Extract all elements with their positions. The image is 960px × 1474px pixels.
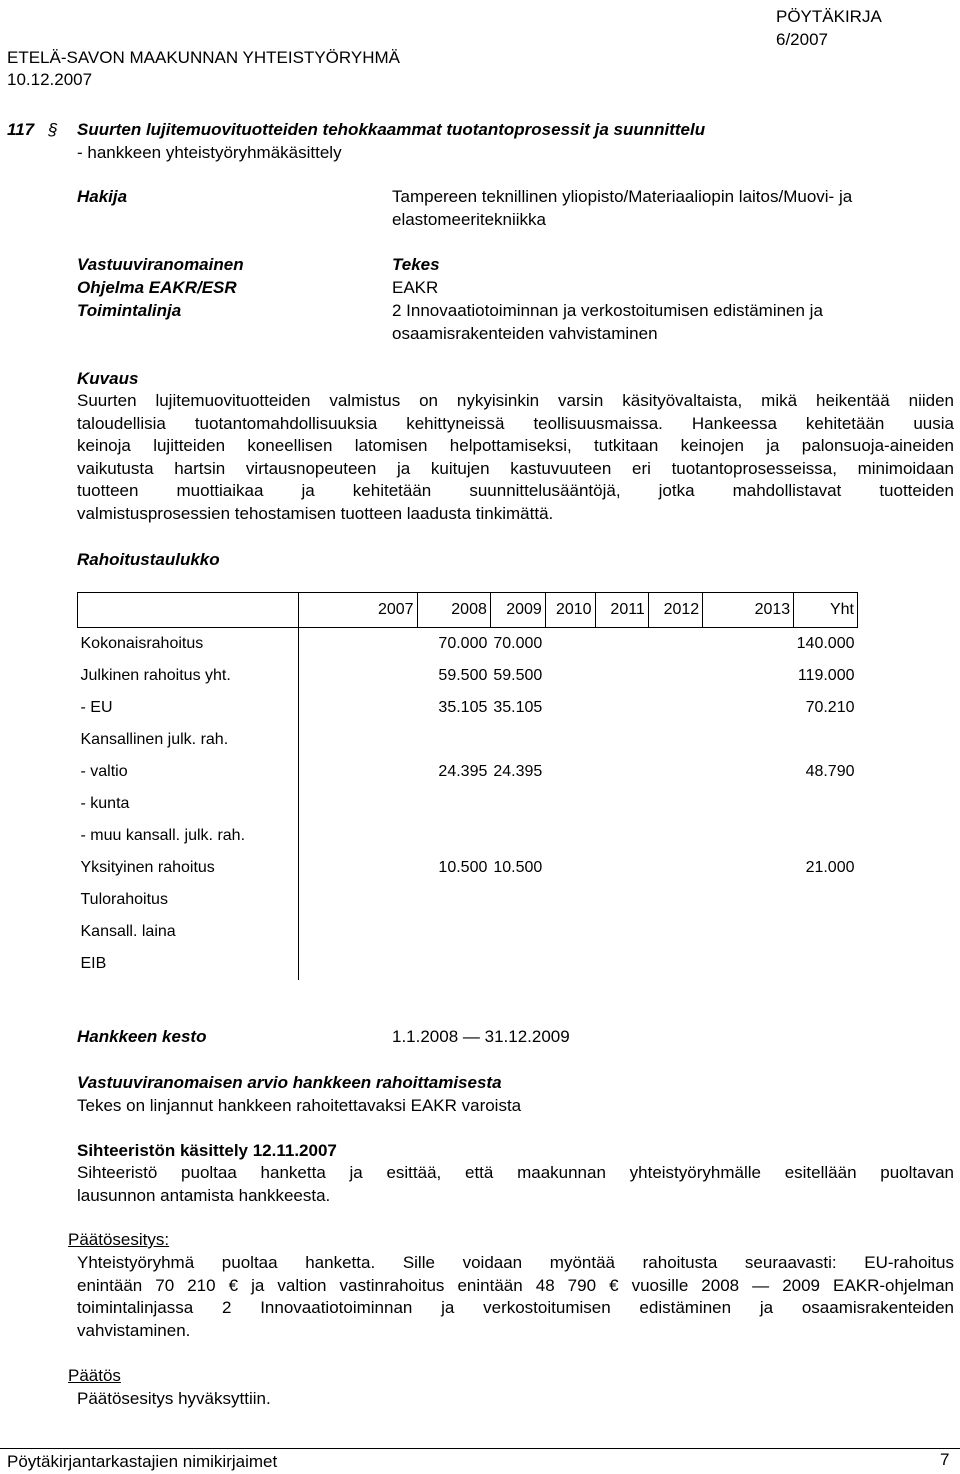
- footer-divider: [0, 1448, 960, 1449]
- authority-assessment-text: Tekes on linjannut hankkeen rahoitettavaksi EAKR varoista: [77, 1096, 522, 1115]
- funding-value-cell: [349, 692, 417, 724]
- funding-year-header: Yht: [794, 593, 858, 628]
- proposal-line: Yhteistyöryhmä puoltaa hanketta. Sille voidaan myöntää rahoitusta seuraavasti: EU-rahoitus: [77, 1253, 954, 1272]
- applicant-value-line2: elastomeeritekniikka: [392, 210, 547, 229]
- funding-value-cell: [545, 628, 595, 661]
- funding-value-cell: [349, 948, 417, 980]
- funding-value-cell: [648, 884, 702, 916]
- funding-row-label: - kunta: [78, 788, 299, 820]
- funding-value-cell: [703, 948, 794, 980]
- funding-value-cell: [648, 820, 702, 852]
- funding-value-cell: [545, 820, 595, 852]
- program-value: EAKR: [392, 278, 439, 297]
- funding-year-header: 2012: [648, 593, 702, 628]
- funding-value-cell: [595, 820, 648, 852]
- funding-value-cell: [349, 820, 417, 852]
- authority-label: Vastuuviranomainen: [77, 255, 244, 274]
- organization-name: ETELÄ-SAVON MAAKUNNAN YHTEISTYÖRYHMÄ: [7, 48, 400, 67]
- funding-value-cell: [794, 948, 858, 980]
- funding-year-header: 2011: [595, 593, 648, 628]
- funding-value-cell: 35.105: [493, 699, 543, 716]
- funding-value-cell: [794, 788, 858, 820]
- funding-value-cell: [703, 628, 794, 661]
- secretariat-line: Sihteeristö puoltaa hanketta ja esittää, että maakunnan yhteistyöryhmälle esitellään puoltavan: [77, 1163, 954, 1182]
- proposal-line: enintään 70 210 € ja valtion vastinrahoitus enintään 48 790 € vuosille 2008 — 2009 EAKR-ohjelman: [77, 1275, 954, 1295]
- funding-row: [78, 852, 858, 884]
- funding-value-cell: [349, 788, 417, 820]
- decision-label: Päätös: [68, 1366, 121, 1385]
- section-title: Suurten lujitemuovituotteiden tehokkaammat tuotantoprosessit ja suunnittelu: [77, 120, 706, 139]
- funding-value-cell: 70.000: [493, 635, 543, 652]
- funding-value-cell: [648, 628, 702, 661]
- funding-value-cell: [794, 724, 858, 756]
- description-label: Kuvaus: [77, 369, 139, 388]
- funding-value-cell: 59.500: [438, 667, 488, 684]
- funding-row-label: - EU: [78, 692, 299, 724]
- section-number: 117 §: [7, 120, 58, 139]
- description-line: keinoja lujitteiden koneellisen latomisen helpottamiseksi, tutkitaan keinojen ja palonsuoja-aineiden: [77, 436, 954, 455]
- funding-value-cell: [545, 692, 595, 724]
- funding-row: [78, 916, 858, 948]
- funding-value-cell: 48.790: [805, 763, 855, 780]
- priority-axis-value-line1: 2 Innovaatiotoiminnan ja verkostoitumisen edistäminen ja: [392, 301, 823, 320]
- funding-value-cell: [595, 660, 648, 692]
- funding-row: [78, 660, 858, 692]
- funding-value-cell: [595, 692, 648, 724]
- secretariat-label: Sihteeristön käsittely 12.11.2007: [77, 1141, 337, 1160]
- duration-value: 1.1.2008 — 31.12.2009: [392, 1027, 570, 1046]
- funding-value-cell: [490, 884, 545, 916]
- duration-label: Hankkeen kesto: [77, 1027, 207, 1046]
- funding-value-cell: [703, 724, 794, 756]
- funding-value-cell: [545, 852, 595, 884]
- funding-value-cell: [490, 948, 545, 980]
- section-symbol: §: [48, 120, 58, 139]
- funding-value-cell: 59.500: [493, 667, 543, 684]
- funding-value-cell: [703, 916, 794, 948]
- proposal-line: vahvistaminen.: [77, 1320, 191, 1340]
- funding-row-label: Julkinen rahoitus yht.: [78, 660, 299, 692]
- funding-value-cell: [794, 820, 858, 852]
- funding-value-cell: 10.500: [438, 859, 488, 876]
- funding-value-cell: [648, 852, 702, 884]
- funding-row-label: - muu kansall. julk. rah.: [78, 820, 299, 852]
- funding-value-cell: [490, 724, 545, 756]
- funding-row: [78, 948, 858, 980]
- funding-value-cell: [417, 820, 490, 852]
- funding-year-header: 2013: [703, 593, 794, 628]
- funding-value-cell: [595, 788, 648, 820]
- funding-header-row: [78, 593, 858, 628]
- secretariat-line: lausunnon antamista hankkeesta.: [77, 1185, 331, 1205]
- description-line: valmistusprosessien tehostamisen tuotteen laadusta tinkimättä.: [77, 503, 554, 523]
- document-type: PÖYTÄKIRJA: [776, 7, 882, 26]
- funding-value-cell: 24.395: [438, 763, 488, 780]
- funding-value-cell: [545, 756, 595, 788]
- funding-spacer-cell: [299, 692, 349, 724]
- funding-row: [78, 788, 858, 820]
- authority-assessment-label: Vastuuviranomaisen arvio hankkeen rahoittamisesta: [77, 1073, 502, 1092]
- funding-value-cell: [648, 948, 702, 980]
- funding-value-cell: [595, 756, 648, 788]
- funding-value-cell: [545, 660, 595, 692]
- funding-value-cell: [703, 788, 794, 820]
- funding-header-blank: [78, 593, 299, 628]
- meeting-date: 10.12.2007: [7, 70, 93, 89]
- funding-value-cell: 140.000: [796, 635, 855, 652]
- decision-text: Päätösesitys hyväksyttiin.: [77, 1389, 271, 1408]
- funding-value-cell: [595, 724, 648, 756]
- funding-value-cell: [703, 692, 794, 724]
- funding-value-cell: [595, 628, 648, 661]
- funding-value-cell: [490, 788, 545, 820]
- funding-header-spacer: [299, 593, 349, 628]
- funding-value-cell: [349, 660, 417, 692]
- funding-row-label: Yksityinen rahoitus: [78, 852, 299, 884]
- funding-row-label: Tulorahoitus: [78, 884, 299, 916]
- funding-value-cell: [349, 628, 417, 661]
- funding-spacer-cell: [299, 724, 349, 756]
- funding-value-cell: [648, 660, 702, 692]
- funding-value-cell: [648, 756, 702, 788]
- funding-value-cell: [417, 724, 490, 756]
- funding-value-cell: [703, 756, 794, 788]
- funding-value-cell: 70.000: [438, 635, 488, 652]
- funding-value-cell: 35.105: [438, 699, 488, 716]
- description-line: Suurten lujitemuovituotteiden valmistus on nykyisinkin varsin käsityövaltaista, mikä heikentää niiden: [77, 391, 954, 410]
- funding-value-cell: [794, 916, 858, 948]
- funding-value-cell: [417, 948, 490, 980]
- priority-axis-label: Toimintalinja: [77, 301, 182, 320]
- secretariat-text: [77, 1162, 954, 1207]
- funding-spacer-cell: [299, 788, 349, 820]
- funding-value-cell: [545, 724, 595, 756]
- funding-spacer-cell: [299, 628, 349, 661]
- funding-row: [78, 756, 858, 788]
- funding-value-cell: [349, 724, 417, 756]
- funding-value-cell: 24.395: [493, 763, 543, 780]
- funding-table-title: Rahoitustaulukko: [77, 550, 220, 569]
- funding-value-cell: [648, 724, 702, 756]
- funding-value-cell: [490, 820, 545, 852]
- description-text: [77, 390, 954, 525]
- funding-value-cell: [545, 788, 595, 820]
- funding-value-cell: [417, 916, 490, 948]
- page-number: 7: [940, 1450, 950, 1469]
- applicant-label: Hakija: [77, 187, 128, 206]
- funding-spacer-cell: [299, 916, 349, 948]
- funding-value-cell: [703, 820, 794, 852]
- funding-row-label: Kansallinen julk. rah.: [78, 724, 299, 756]
- funding-value-cell: [648, 788, 702, 820]
- proposal-line: toimintalinjassa 2 Innovaatiotoiminnan ja verkostoitumisen edistäminen ja osaamisrakenteiden: [77, 1298, 954, 1317]
- funding-spacer-cell: [299, 852, 349, 884]
- description-line: taloudellisia tuotantomahdollisuuksia kehittyneissä teollisuusmaissa. Hankeessa kehitetään uusia: [77, 413, 954, 433]
- proposal-label: Päätösesitys:: [68, 1230, 170, 1249]
- funding-value-cell: [794, 884, 858, 916]
- funding-value-cell: [545, 884, 595, 916]
- funding-spacer-cell: [299, 756, 349, 788]
- funding-value-cell: [417, 884, 490, 916]
- funding-row: [78, 628, 858, 661]
- funding-value-cell: [703, 884, 794, 916]
- funding-spacer-cell: [299, 884, 349, 916]
- funding-year-header: 2009: [490, 593, 545, 628]
- document-number: 6/2007: [776, 30, 828, 49]
- proposal-text: [77, 1252, 954, 1342]
- funding-value-cell: [417, 788, 490, 820]
- funding-year-header: 2007: [349, 593, 417, 628]
- funding-year-header: 2010: [545, 593, 595, 628]
- section-subtitle: - hankkeen yhteistyöryhmäkäsittely: [77, 143, 342, 162]
- funding-value-cell: [648, 916, 702, 948]
- priority-axis-value-line2: osaamisrakenteiden vahvistaminen: [392, 324, 658, 343]
- funding-value-cell: [349, 916, 417, 948]
- funding-value-cell: [595, 948, 648, 980]
- funding-value-cell: [349, 852, 417, 884]
- funding-value-cell: 10.500: [493, 859, 543, 876]
- funding-spacer-cell: [299, 660, 349, 692]
- funding-row: [78, 692, 858, 724]
- program-label: Ohjelma EAKR/ESR: [77, 278, 237, 297]
- funding-value-cell: 21.000: [805, 859, 855, 876]
- funding-value-cell: [349, 756, 417, 788]
- funding-row-label: EIB: [78, 948, 299, 980]
- funding-row: [78, 820, 858, 852]
- funding-value-cell: [490, 916, 545, 948]
- applicant-value-line1: Tampereen teknillinen yliopisto/Materiaaliopin laitos/Muovi- ja: [392, 187, 853, 206]
- initials-label: Pöytäkirjantarkastajien nimikirjaimet: [7, 1452, 278, 1471]
- funding-spacer-cell: [299, 820, 349, 852]
- funding-value-cell: 70.210: [805, 699, 855, 716]
- funding-value-cell: [595, 916, 648, 948]
- description-line: vaikutusta hartsin virtausnopeuteen ja kuitujen kastuvuuteen eri tuotantoprosesseissa, minimoidaan: [77, 458, 954, 478]
- funding-value-cell: [545, 948, 595, 980]
- funding-spacer-cell: [299, 948, 349, 980]
- funding-value-cell: [595, 852, 648, 884]
- funding-value-cell: [703, 660, 794, 692]
- funding-row-label: Kansall. laina: [78, 916, 299, 948]
- funding-row: [78, 884, 858, 916]
- funding-row-label: Kokonaisrahoitus: [78, 628, 299, 661]
- funding-table: [77, 592, 858, 980]
- funding-value-cell: [648, 692, 702, 724]
- funding-value-cell: [595, 884, 648, 916]
- funding-value-cell: [703, 852, 794, 884]
- funding-year-header: 2008: [417, 593, 490, 628]
- funding-row: [78, 724, 858, 756]
- funding-row-label: - valtio: [78, 756, 299, 788]
- funding-value-cell: [545, 916, 595, 948]
- funding-value-cell: 119.000: [797, 667, 855, 684]
- description-line: tuotteen muottiaikaa ja kehitetään suunnittelusääntöjä, jotka mahdollistavat tuotteiden: [77, 481, 954, 500]
- funding-value-cell: [349, 884, 417, 916]
- authority-value: Tekes: [392, 255, 440, 274]
